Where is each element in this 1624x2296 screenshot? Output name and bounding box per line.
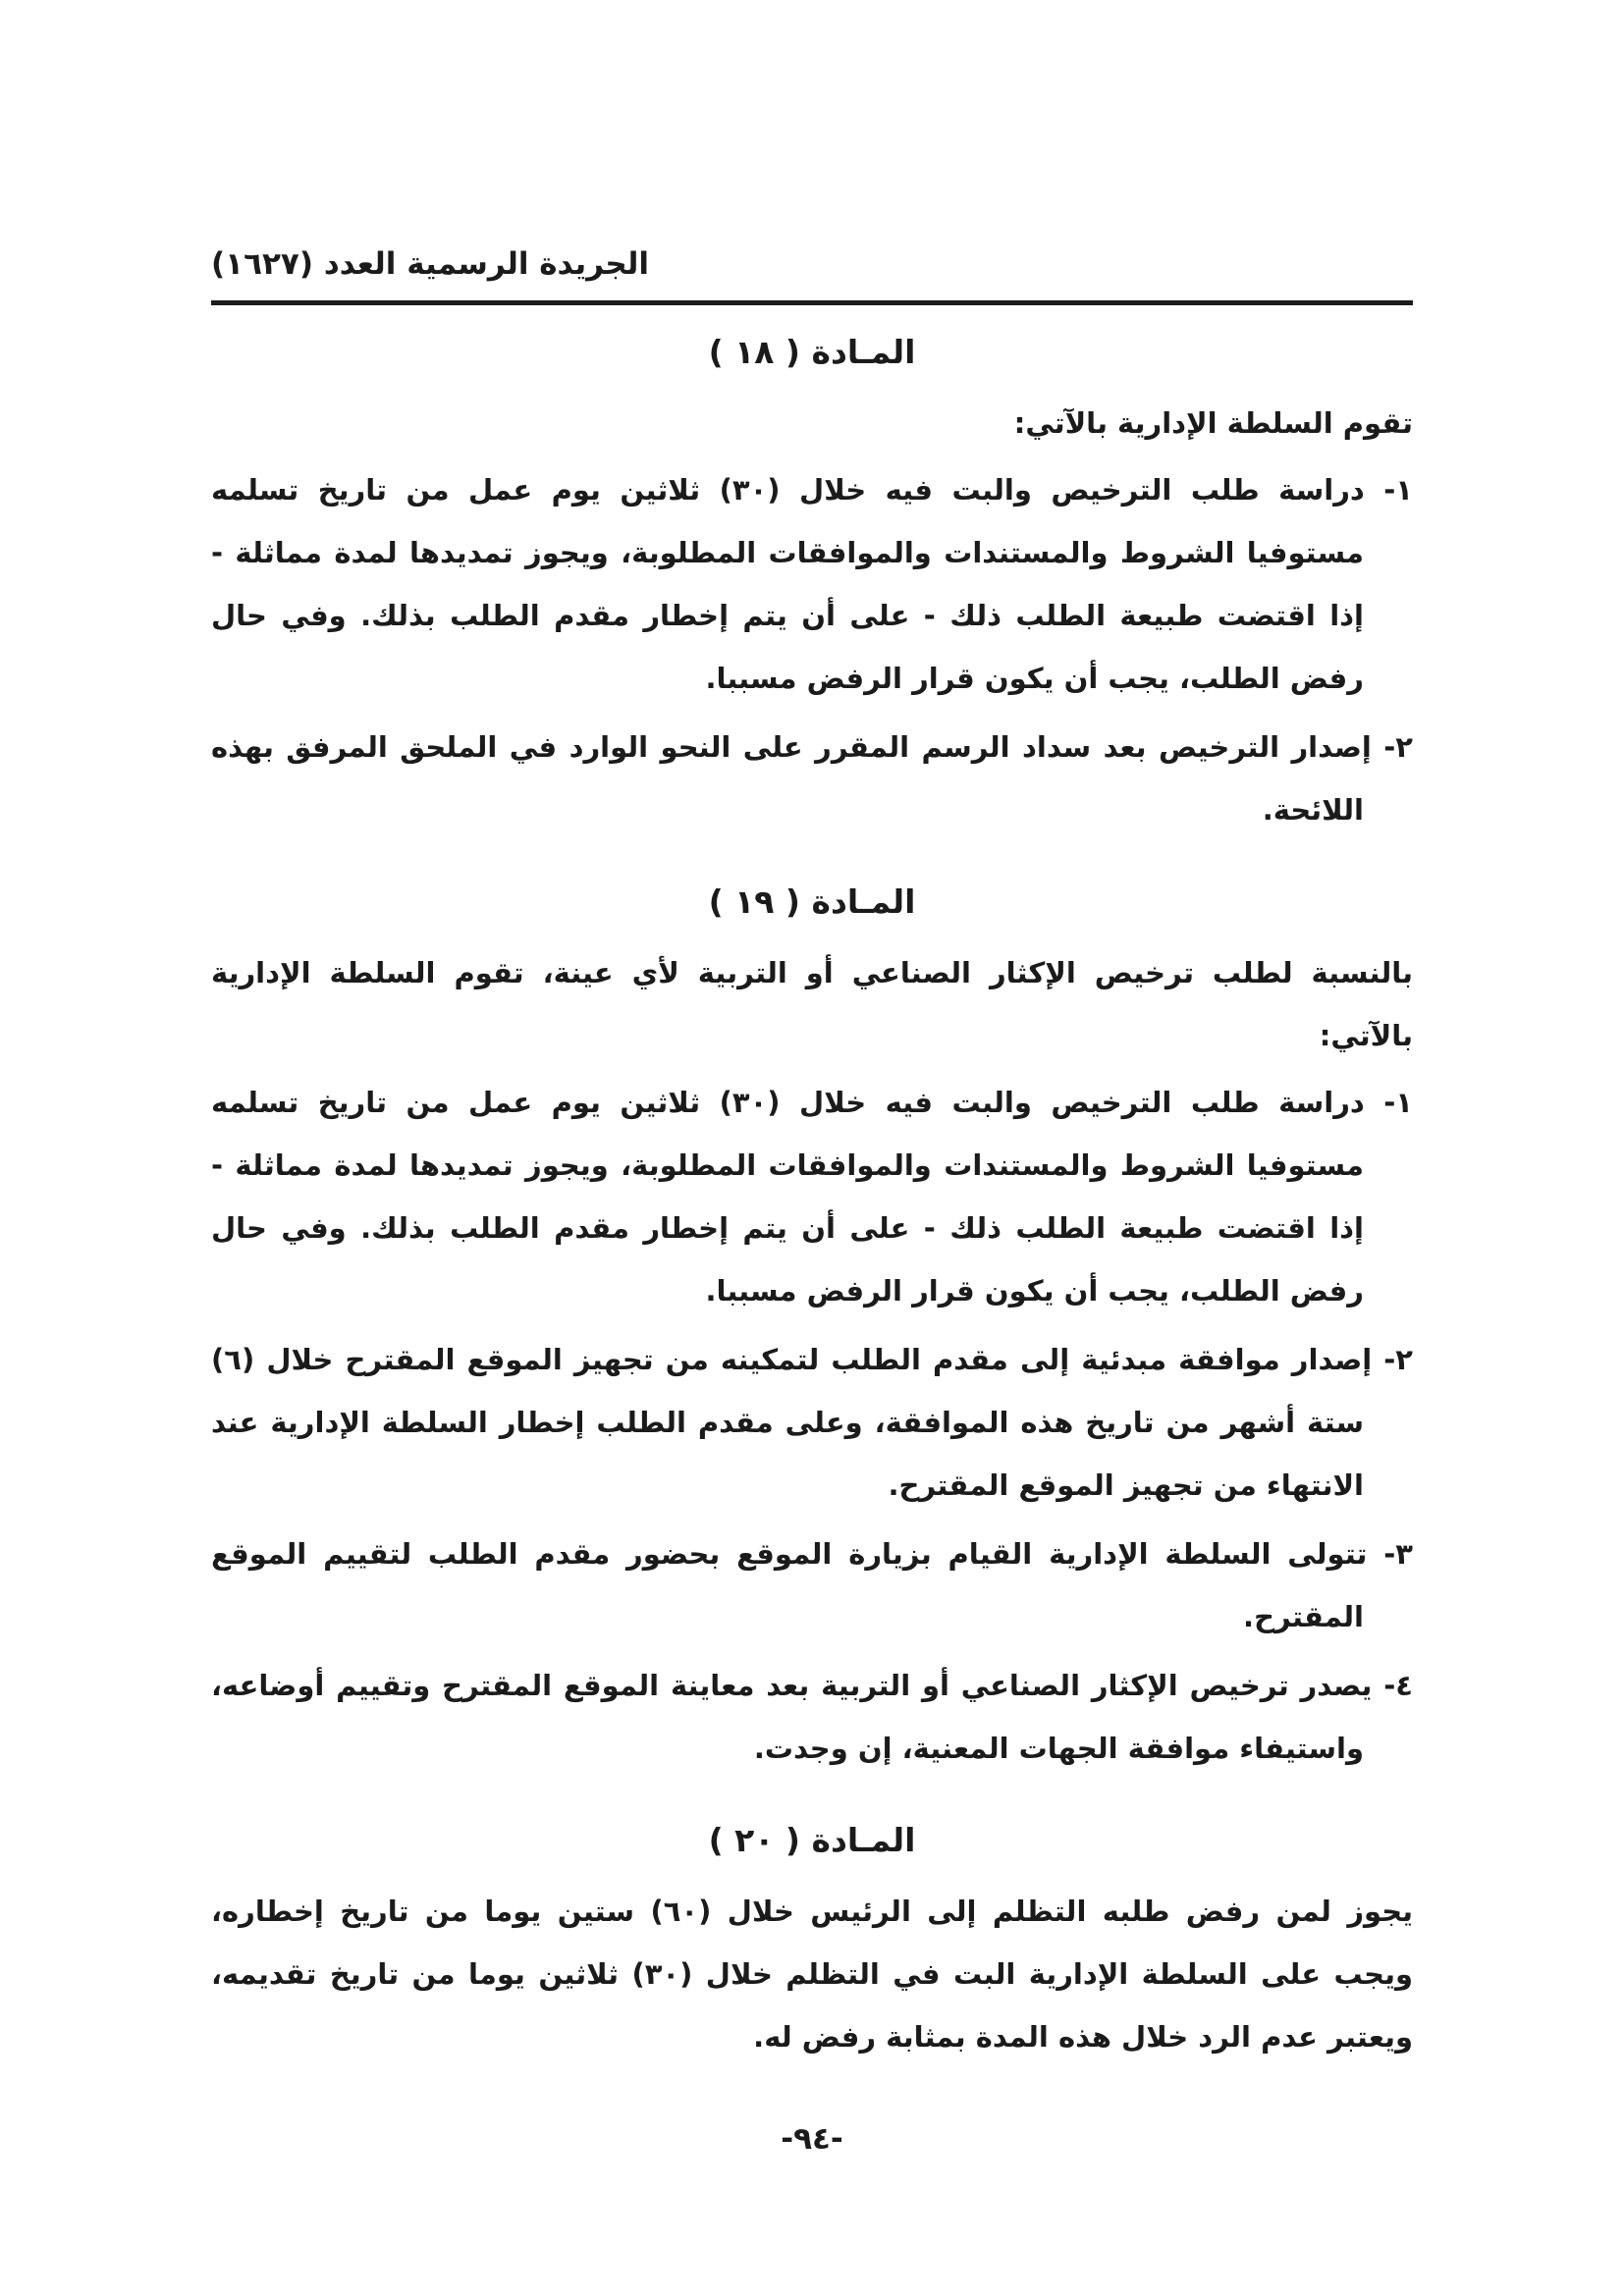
article-19	[211, 881, 1413, 1780]
article-19-item-4: ٤- يصدر ترخيص الإكثار الصناعي أو التربية بعد معاينة الموقع المقترح وتقييم أوضاعه، واستيفاء موافقة الجهات المعنية، إن وجدت.	[211, 1669, 1413, 1765]
article-20	[211, 1819, 1413, 2068]
article-18-item-2: ٢- إصدار الترخيص بعد سداد الرسم المقرر على النحو الوارد في الملحق المرفق بهذه اللائحة.	[211, 730, 1413, 827]
article-18	[211, 331, 1413, 841]
article-18-item-1: ١- دراسة طلب الترخيص والبت فيه خلال (٣٠) ثلاثين يوم عمل من تاريخ تسلمه مستوفيا الشروط والمستندات والموافقات المطلوبة، ويجوز تمديدها لمدة مماثلة - إذا اقتضت طبيعة الطلب ذلك - على أن يتم إخطار مقدم الطلب بذلك. وفي حال رفض الطلب، يجب أن يكون قرار الرفض مسببا.	[211, 473, 1413, 695]
article-19-item-2: ٢- إصدار موافقة مبدئية إلى مقدم الطلب لتمكينه من تجهيز الموقع المقترح خلال (٦) ستة أشهر من تاريخ هذه الموافقة، وعلى مقدم الطلب إخطار السلطة الإدارية عند الانتهاء من تجهيز الموقع المقترح.	[211, 1343, 1413, 1502]
article-20-title: المـادة ( ٢٠ )	[708, 1821, 916, 1859]
article-19-title: المـادة ( ١٩ )	[708, 882, 916, 921]
article-19-intro: بالنسبة لطلب ترخيص الإكثار الصناعي أو التربية لأي عينة، تقوم السلطة الإدارية بالآتي:	[211, 956, 1413, 1052]
article-19-item-1: ١- دراسة طلب الترخيص والبت فيه خلال (٣٠) ثلاثين يوم عمل من تاريخ تسلمه مستوفيا الشروط والمستندات والموافقات المطلوبة، ويجوز تمديدها لمدة مماثلة - إذا اقتضت طبيعة الطلب ذلك - على أن يتم إخطار مقدم الطلب بذلك. وفي حال رفض الطلب، يجب أن يكون قرار الرفض مسببا.	[211, 1086, 1413, 1308]
gazette-issue-label: الجريدة الرسمية العدد (١٦٢٧)	[211, 246, 649, 282]
page-number: -٩٤-	[781, 2121, 843, 2157]
header-rule	[211, 300, 1413, 305]
article-19-item-3: ٣- تتولى السلطة الإدارية القيام بزيارة الموقع بحضور مقدم الطلب لتقييم الموقع المقترح.	[211, 1537, 1413, 1633]
running-header	[211, 243, 1413, 305]
article-20-body: يجوز لمن رفض طلبه التظلم إلى الرئيس خلال (٦٠) ستين يوما من تاريخ إخطاره، ويجب على السلطة الإدارية البت في التظلم خلال (٣٠) ثلاثين يوما من تاريخ تقديمه، ويعتبر عدم الرد خلال هذه المدة بمثابة رفض له.	[211, 1895, 1414, 2054]
article-18-title: المـادة ( ١٨ )	[708, 333, 916, 371]
article-18-intro: تقوم السلطة الإدارية بالآتي:	[1013, 406, 1413, 440]
